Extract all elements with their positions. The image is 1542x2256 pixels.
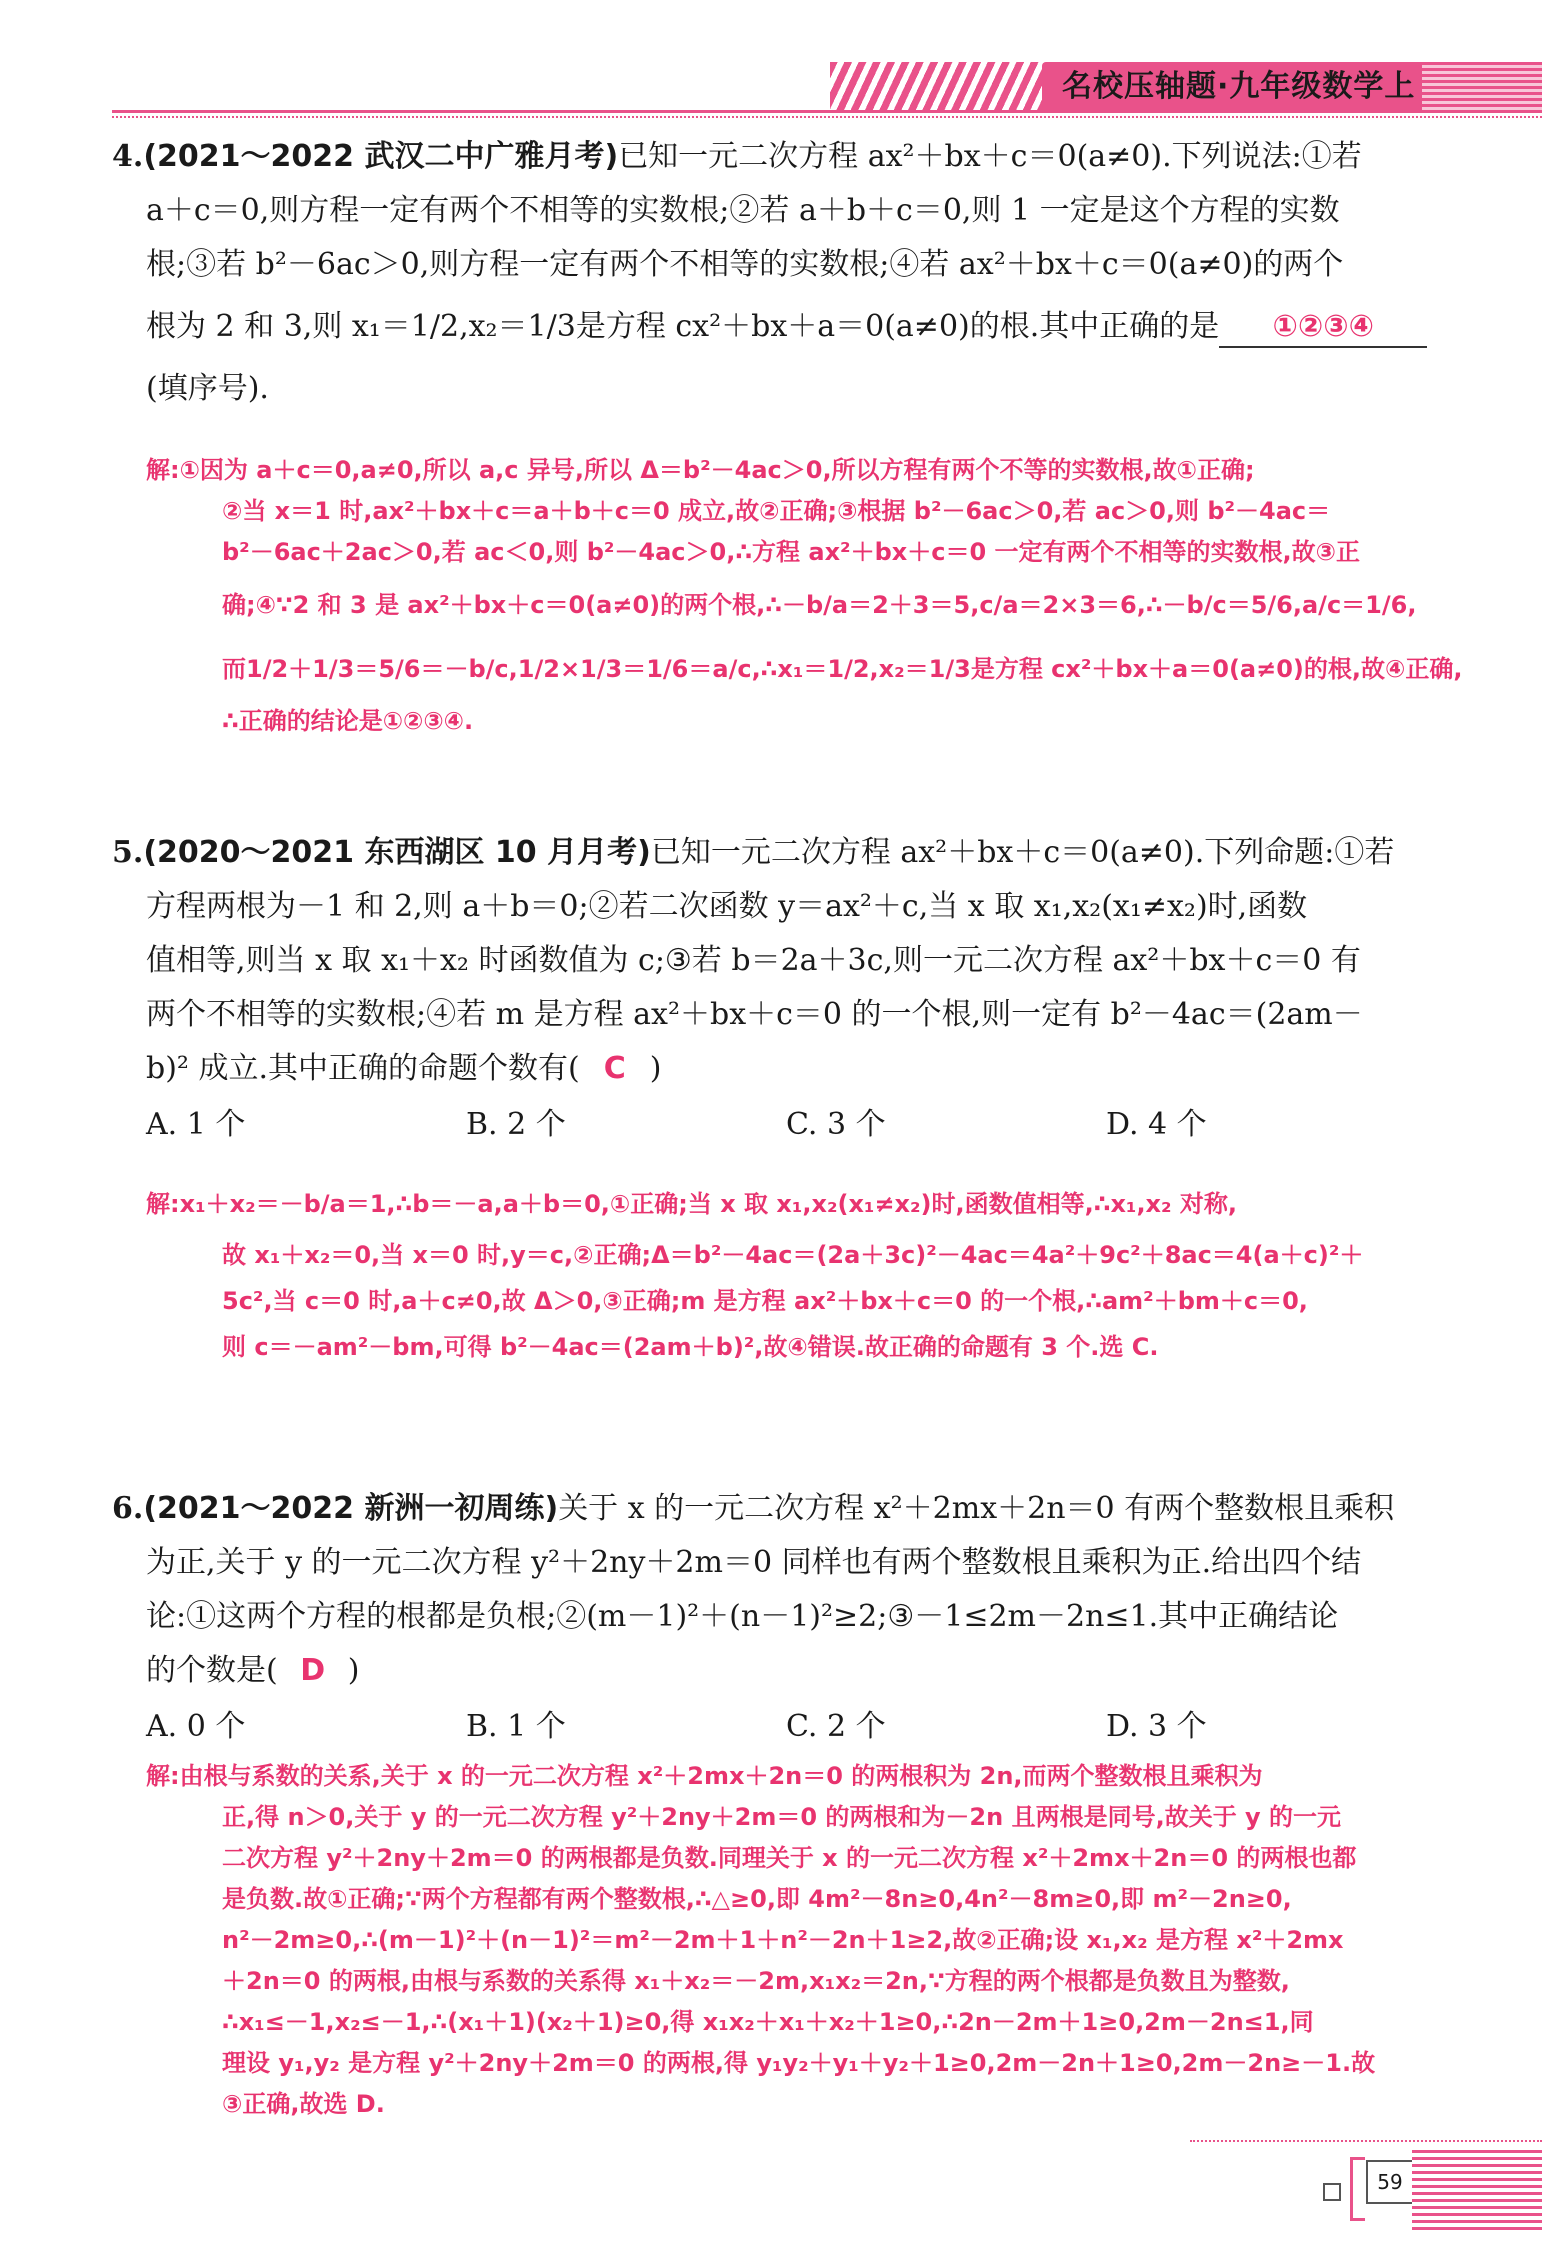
s6-line-7: ∴x₁≤－1,x₂≤－1,∴(x₁＋1)(x₂＋1)≥0,得 x₁x₂＋x₁＋x₂＋1≥0,∴2n－2m＋1≥0,2m－2n≤1,同 — [222, 2008, 1314, 2036]
q5-answer: C — [603, 1051, 626, 1086]
page-number: 59 — [1366, 2160, 1414, 2204]
q6-stem-1: 关于 x 的一元二次方程 x²＋2mx＋2n＝0 有两个整数根且乘积 — [558, 1491, 1395, 1526]
q5-number: 5. — [112, 835, 144, 870]
q5-options — [112, 1096, 1442, 1154]
s6-line-4: 是负数.故①正确;∵两个方程都有两个整数根,∴△≥0,即 4m²－8n≥0,4n²－8m≥0,即 m²－2n≥0, — [222, 1885, 1292, 1913]
header-stripes — [830, 62, 1042, 110]
q4-stem-4: 根为 2 和 3,则 x₁＝1/2,x₂＝1/3是方程 cx²＋bx＋a＝0(a≠0)的根.其中正确的是 — [146, 309, 1220, 344]
solution-5 — [146, 1176, 1476, 1370]
q6-answer: D — [300, 1653, 326, 1688]
header-dotted-rule — [112, 116, 1542, 118]
q6-options — [112, 1698, 1442, 1756]
q4-line-5: (填序号). — [146, 371, 269, 406]
q6-option-b: B. 1 个 — [466, 1709, 566, 1744]
q5-line-3: 值相等,则当 x 取 x₁＋x₂ 时函数值为 c;③若 b＝2a＋3c,则一元二次方程 ax²＋bx＋c＝0 有 — [146, 943, 1361, 978]
q5-option-a: A. 1 个 — [146, 1107, 246, 1142]
q5-option-b: B. 2 个 — [466, 1107, 566, 1142]
s5-line-3: 5c²,当 c＝0 时,a＋c≠0,故 Δ＞0,③正确;m 是方程 ax²＋bx＋c＝0 的一个根,∴am²＋bm＋c＝0, — [222, 1287, 1308, 1315]
q6-line-1 — [112, 1482, 1442, 1536]
q6-option-d: D. 3 个 — [1106, 1709, 1207, 1744]
q5-source: (2020～2021 东西湖区 10 月月考) — [143, 835, 651, 870]
s6-line-2: 正,得 n＞0,关于 y 的一元二次方程 y²＋2ny＋2m＝0 的两根和为－2n 且两根是同号,故关于 y 的一元 — [222, 1803, 1342, 1831]
s5-line-4: 则 c＝－am²－bm,可得 b²－4ac＝(2am＋b)²,故④错误.故正确的命题有 3 个.选 C. — [222, 1333, 1159, 1361]
q4-line-4 — [112, 292, 1442, 362]
footer-dotted-rule — [1190, 2140, 1542, 2142]
q5-stem-5: b)² 成立.其中正确的命题个数有( — [146, 1051, 580, 1086]
question-5 — [112, 826, 1442, 1154]
s6-line-1: 解:由根与系数的关系,关于 x 的一元二次方程 x²＋2mx＋2n＝0 的两根积为 2n,而两个整数根且乘积为 — [146, 1762, 1263, 1790]
q5-line-1 — [112, 826, 1442, 880]
s4-line-2: ②当 x＝1 时,ax²＋bx＋c＝a＋b＋c＝0 成立,故②正确;③根据 b²－6ac＞0,若 ac＞0,则 b²－4ac＝ — [222, 497, 1331, 525]
s4-line-3: b²－6ac＋2ac＞0,若 ac＜0,则 b²－4ac＞0,∴方程 ax²＋bx＋c＝0 一定有两个不相等的实数根,故③正 — [222, 538, 1360, 566]
q4-stem-1: 已知一元二次方程 ax²＋bx＋c＝0(a≠0).下列说法:①若 — [618, 139, 1362, 174]
s6-line-5: n²－2m≥0,∴(m－1)²＋(n－1)²＝m²－2m＋1＋n²－2n＋1≥2,故②正确;设 x₁,x₂ 是方程 x²＋2mx — [222, 1926, 1344, 1954]
s4-line-6: ∴正确的结论是①②③④. — [222, 707, 474, 735]
q4-line-2: a＋c＝0,则方程一定有两个不相等的实数根;②若 a＋b＋c＝0,则 1 一定是这个方程的实数 — [146, 193, 1340, 228]
q5-line-4: 两个不相等的实数根;④若 m 是方程 ax²＋bx＋c＝0 的一个根,则一定有 b²－4ac＝(2am－ — [146, 997, 1363, 1032]
q4-line-3: 根;③若 b²－6ac＞0,则方程一定有两个不相等的实数根;④若 ax²＋bx＋c＝0(a≠0)的两个 — [146, 247, 1344, 282]
header-rule — [112, 110, 1542, 113]
q5-option-c: C. 3 个 — [786, 1107, 886, 1142]
q5-line-2: 方程两根为－1 和 2,则 a＋b＝0;②若二次函数 y＝ax²＋c,当 x 取 x₁,x₂(x₁≠x₂)时,函数 — [146, 889, 1308, 924]
s4-line-4: 确;④∵2 和 3 是 ax²＋bx＋c＝0(a≠0)的两个根,∴－b/a＝2＋3＝5,c/a＝2×3＝6,∴－b/c＝5/6,a/c＝1/6, — [222, 591, 1417, 619]
q4-line-1 — [112, 130, 1442, 184]
q4-number: 4. — [112, 139, 144, 174]
q6-option-c: C. 2 个 — [786, 1709, 886, 1744]
s6-line-3: 二次方程 y²＋2ny＋2m＝0 的两根都是负数.同理关于 x 的一元二次方程 x²＋2mx＋2n＝0 的两根也都 — [222, 1844, 1357, 1872]
header-title: 名校压轴题·九年级数学上 — [1062, 69, 1416, 104]
footer-stripes — [1412, 2150, 1542, 2230]
q6-line-3: 论:①这两个方程的根都是负根;②(m－1)²＋(n－1)²≥2;③－1≤2m－2n≤1.其中正确结论 — [146, 1599, 1339, 1634]
s4-line-5: 而1/2＋1/3＝5/6＝－b/c,1/2×1/3＝1/6＝a/c,∴x₁＝1/2,x₂＝1/3是方程 cx²＋bx＋a＝0(a≠0)的根,故④正确, — [222, 655, 1463, 683]
q6-number: 6. — [112, 1491, 144, 1526]
q6-line-2: 为正,关于 y 的一元二次方程 y²＋2ny＋2m＝0 同样也有两个整数根且乘积为正.给出四个结 — [146, 1545, 1362, 1580]
question-4 — [112, 130, 1442, 416]
q5-line-5 — [112, 1042, 1442, 1096]
header-band — [1422, 62, 1542, 110]
q5-option-d: D. 4 个 — [1106, 1107, 1207, 1142]
question-6 — [112, 1482, 1442, 1756]
q4-source: (2021～2022 武汉二中广雅月考) — [143, 139, 619, 174]
q4-answer: ①②③④ — [1219, 308, 1427, 348]
q6-source: (2021～2022 新洲一初周练) — [143, 1491, 559, 1526]
s5-line-1: 解:x₁＋x₂＝－b/a＝1,∴b＝－a,a＋b＝0,①正确;当 x 取 x₁,x₂(x₁≠x₂)时,函数值相等,∴x₁,x₂ 对称, — [146, 1190, 1238, 1218]
solution-6 — [146, 1756, 1476, 2125]
s4-line-1: 解:①因为 a＋c＝0,a≠0,所以 a,c 异号,所以 Δ＝b²－4ac＞0,所以方程有两个不等的实数根,故①正确; — [146, 456, 1255, 484]
s6-line-6: ＋2n＝0 的两根,由根与系数的关系得 x₁＋x₂＝－2m,x₁x₂＝2n,∵方程的两个根都是负数且为整数, — [222, 1967, 1290, 1995]
s5-line-2: 故 x₁＋x₂＝0,当 x＝0 时,y＝c,②正确;Δ＝b²－4ac＝(2a＋3c)²－4ac＝4a²＋9c²＋8ac＝4(a＋c)²＋ — [222, 1241, 1364, 1269]
footer-square-icon — [1323, 2183, 1341, 2201]
s6-line-9: ③正确,故选 D. — [222, 2090, 385, 2118]
q6-line-4 — [112, 1644, 1442, 1698]
q6-stem-close: ) — [347, 1653, 360, 1688]
solution-4 — [146, 450, 1476, 742]
q6-option-a: A. 0 个 — [146, 1709, 246, 1744]
q6-stem-4: 的个数是( — [146, 1653, 278, 1688]
s6-line-8: 理设 y₁,y₂ 是方程 y²＋2ny＋2m＝0 的两根,得 y₁y₂＋y₁＋y₂＋1≥0,2m－2n＋1≥0,2m－2n≥－1.故 — [222, 2049, 1376, 2077]
q5-stem-1: 已知一元二次方程 ax²＋bx＋c＝0(a≠0).下列命题:①若 — [650, 835, 1395, 870]
footer-bracket — [1350, 2157, 1365, 2221]
q5-stem-close: ) — [649, 1051, 662, 1086]
